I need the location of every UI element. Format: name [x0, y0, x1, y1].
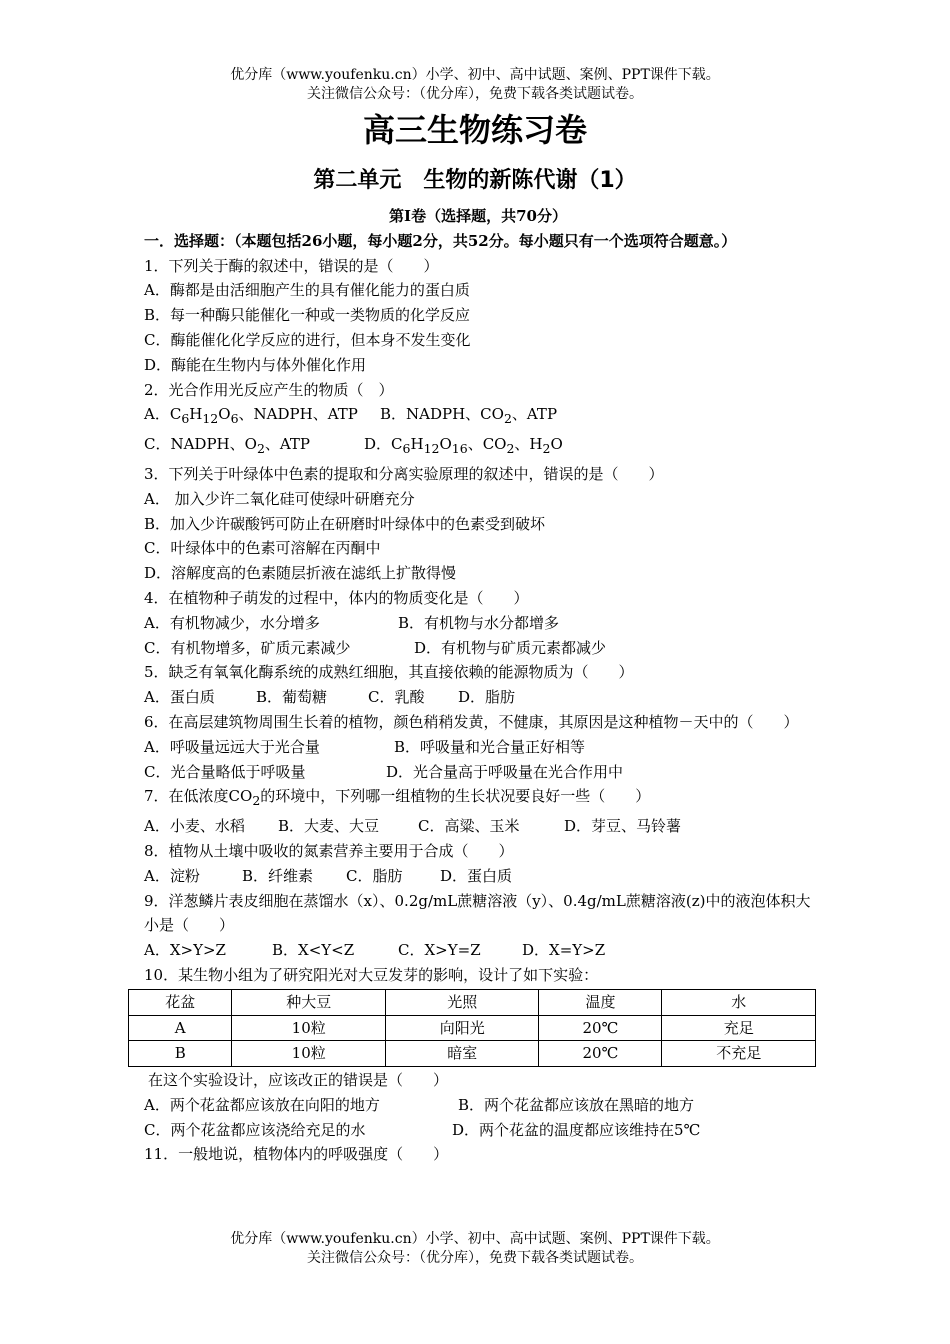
q10-options-ab — [144, 1093, 812, 1118]
experiment-table — [128, 989, 816, 1067]
q4-option-a: A．有机物减少，水分增多 — [144, 613, 320, 632]
q6-stem: 6．在高层建筑物周围生长着的植物，颜色稍稍发黄，不健康，其原因是这种植物－天中的（ ） — [144, 712, 799, 731]
table-cell: 不充足 — [662, 1041, 816, 1067]
page-title: 高三生物练习卷 — [362, 111, 587, 149]
q4-option-c: C．有机物增多，矿质元素减少 — [144, 638, 351, 657]
q3-option-d: D．溶解度高的色素随层折液在滤纸上扩散得慢 — [144, 564, 457, 583]
q4-options-ab — [144, 611, 812, 636]
q6-options-ab — [144, 735, 812, 760]
q1-option-c: C．酶能催化化学反应的进行，但本身不发生变化 — [144, 330, 471, 349]
q1-option-b: B．每一种酶只能催化一种或一类物质的化学反应 — [144, 306, 471, 325]
page-footer — [0, 1230, 950, 1268]
table-header-cell: 花盆 — [129, 989, 232, 1015]
q2-option-a: A．$C_6H_{12}O_6$、NADPH、ATP — [144, 405, 358, 427]
q3-option-c: C．叶绿体中的色素可溶解在丙酮中 — [144, 539, 381, 558]
q7-stem: 7．在低浓度$CO_2$的环境中，下列哪一组植物的生长状况要良好一些（ ） — [144, 787, 651, 809]
table-cell: 20℃ — [539, 1041, 662, 1067]
table-header-row — [129, 989, 816, 1015]
q6-option-c: C．光合量略低于呼吸量 — [144, 762, 306, 781]
q5-option-a: A．蛋白质 — [144, 688, 215, 707]
header-line-2: 关注微信公众号：（优分库），免费下载各类试题试卷。 — [307, 86, 643, 102]
table-row — [129, 1015, 816, 1041]
table-cell: 向阳光 — [385, 1015, 539, 1041]
footer-line-2: 关注微信公众号：（优分库），免费下载各类试题试卷。 — [307, 1250, 643, 1266]
q5-option-c: C．乳酸 — [368, 688, 425, 707]
table-header-cell: 种大豆 — [232, 989, 386, 1015]
table-cell: 10粒 — [232, 1015, 386, 1041]
table-cell: 暗室 — [385, 1041, 539, 1067]
q8-option-a: A．淀粉 — [144, 866, 200, 885]
q9-option-d: D．X=Y>Z — [522, 941, 606, 960]
table-header-cell: 水 — [662, 989, 816, 1015]
q7-option-a: A．小麦、水稻 — [144, 817, 245, 836]
q1-option-d: D．酶能在生物内与体外催化作用 — [144, 355, 367, 374]
q9-option-b: B．X<Y<Z — [272, 941, 355, 960]
footer-line-1: 优分库（www.youfenku.cn）小学、初中、高中试题、案例、PPT课件下载。 — [230, 1231, 720, 1247]
q10-stem: 10．某生物小组为了研究阳光对大豆发芽的影响，设计了如下实验： — [144, 965, 599, 984]
table-cell: 10粒 — [232, 1041, 386, 1067]
table-cell: B — [129, 1041, 232, 1067]
q7-option-b: B．大麦、大豆 — [278, 817, 380, 836]
q3-option-a: A． 加入少许二氧化硅可使绿叶研磨充分 — [144, 489, 415, 508]
q8-option-b: B．纤维素 — [242, 866, 314, 885]
q6-options-cd — [144, 760, 812, 785]
table-cell: 充足 — [662, 1015, 816, 1041]
q9-option-c: C．X>Y=Z — [398, 941, 481, 960]
q2-option-b: B．NADPH、$CO_2$、ATP — [380, 405, 558, 427]
q4-stem: 4．在植物种子萌发的过程中，体内的物质变化是（ ） — [144, 588, 529, 607]
q3-stem: 3．下列关于叶绿体中色素的提取和分离实验原理的叙述中，错误的是（ ） — [144, 464, 664, 483]
part-heading: 第Ⅰ卷（选择题，共70分） — [389, 207, 567, 225]
q8-option-d: D．蛋白质 — [440, 866, 513, 885]
section-heading: 一．选择题：（本题包括26小题，每小题2分，共52分。每小题只有一个选项符合题意。） — [144, 231, 737, 250]
q1-stem: 1．下列关于酶的叙述中，错误的是（ ） — [144, 256, 439, 275]
exam-content — [144, 204, 812, 1167]
q10-options-cd — [144, 1118, 812, 1143]
q2-stem: 2．光合作用光反应产生的物质（ ） — [144, 380, 394, 399]
table-header-cell: 温度 — [539, 989, 662, 1015]
q7-options — [144, 814, 812, 839]
q7-option-d: D．芽豆、马铃薯 — [564, 817, 682, 836]
table-cell: 20℃ — [539, 1015, 662, 1041]
q5-option-b: B．葡萄糖 — [256, 688, 328, 707]
q2-option-c: C．NADPH、$O_2$、ATP — [144, 435, 311, 457]
page-header — [0, 66, 950, 104]
q4-options-cd — [144, 636, 812, 661]
q2-option-d: D．$C_6H_{12}O_{16}$、$CO_2$、$H_2O$ — [364, 435, 563, 457]
q5-stem: 5．缺乏有氧氧化酶系统的成熟红细胞，其直接依赖的能源物质为（ ） — [144, 663, 634, 682]
q4-option-b: B．有机物与水分都增多 — [398, 613, 560, 632]
q2-options-ab — [144, 402, 812, 432]
q10-option-b: B．两个花盆都应该放在黑暗的地方 — [458, 1095, 695, 1114]
q8-option-c: C．脂肪 — [346, 866, 403, 885]
q5-option-d: D．脂肪 — [458, 688, 516, 707]
q10-follow: 在这个实验设计，应该改正的错误是（ ） — [148, 1071, 449, 1090]
q3-option-b: B．加入少许碳酸钙可防止在研磨时叶绿体中的色素受到破坏 — [144, 514, 546, 533]
table-cell: A — [129, 1015, 232, 1041]
q8-options — [144, 864, 812, 889]
q4-option-d: D．有机物与矿质元素都减少 — [414, 638, 607, 657]
q6-option-a: A．呼吸量远远大于光合量 — [144, 737, 320, 756]
q1-option-a: A．酶都是由活细胞产生的具有催化能力的蛋白质 — [144, 281, 470, 300]
q2-options-cd — [144, 432, 812, 462]
q8-stem: 8．植物从土壤中吸收的氮素营养主要用于合成（ ） — [144, 841, 514, 860]
table-header-cell: 光照 — [385, 989, 539, 1015]
q10-option-d: D．两个花盆的温度都应该维持在5℃ — [452, 1120, 701, 1139]
header-line-1: 优分库（www.youfenku.cn）小学、初中、高中试题、案例、PPT课件下载。 — [230, 67, 720, 83]
q11-stem: 11．一般地说，植物体内的呼吸强度（ ） — [144, 1145, 449, 1164]
q10-option-c: C．两个花盆都应该浇给充足的水 — [144, 1120, 366, 1139]
page-subtitle: 第二单元 生物的新陈代谢（1） — [313, 168, 637, 193]
q10-option-a: A．两个花盆都应该放在向阳的地方 — [144, 1095, 380, 1114]
q7-option-c: C．高粱、玉米 — [418, 817, 520, 836]
q5-options — [144, 685, 812, 710]
table-row — [129, 1041, 816, 1067]
q9-stem: 9．洋葱鳞片表皮细胞在蒸馏水（x）、0.2g/mL蔗糖溶液（y）、0.4g/mL蔗糖溶液(z)中的液泡体积大小是（ ） — [144, 891, 811, 935]
q9-option-a: A．X>Y>Z — [144, 941, 226, 960]
q9-options — [144, 938, 812, 963]
q6-option-b: B．呼吸量和光合量正好相等 — [394, 737, 586, 756]
q6-option-d: D．光合量高于呼吸量在光合作用中 — [386, 762, 624, 781]
